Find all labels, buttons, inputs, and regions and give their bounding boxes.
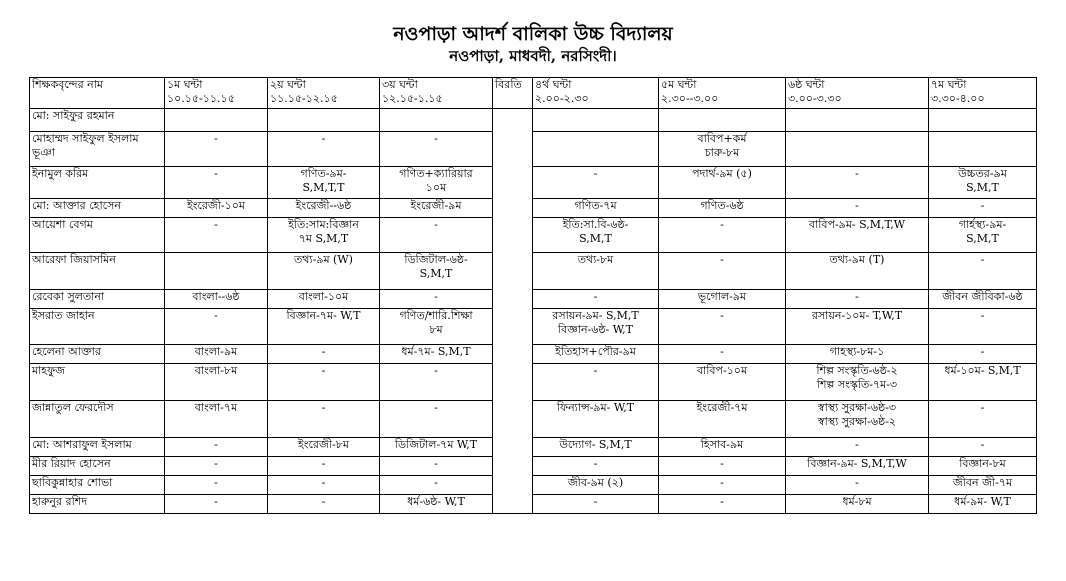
subject-text: - (980, 438, 985, 451)
period-cell (533, 253, 659, 290)
subject-text: - (720, 345, 724, 358)
subject-text: - (593, 290, 598, 303)
table-row (30, 132, 1037, 167)
table-row (30, 167, 1037, 199)
period-cell (268, 290, 380, 309)
period-cell (659, 345, 786, 364)
subject-text: ডিজিটাল-৭ম W,T (394, 438, 478, 451)
period-cell (268, 132, 380, 167)
subject-text: ধর্ম-৯ম- W,T (954, 495, 1011, 508)
period-cell (268, 345, 380, 364)
period-cell (929, 457, 1037, 476)
subject-text: হিসাব-৯ম (700, 438, 744, 451)
subject-text: - (720, 218, 724, 231)
column-header (659, 78, 786, 109)
subject-text: - (980, 401, 985, 414)
period-cell (380, 167, 493, 199)
period-cell (165, 199, 268, 218)
school-name: নওপাড়া আদর্শ বালিকা উচ্চ বিদ্যালয় (393, 23, 673, 45)
column-label: ৫ম ঘন্টা (661, 78, 697, 91)
period-cell (929, 438, 1037, 457)
column-label: শিক্ষকবৃন্দের নাম (32, 78, 104, 91)
period-cell (268, 364, 380, 401)
period-cell (929, 401, 1037, 438)
period-cell (929, 167, 1037, 199)
subject-text: - (855, 438, 859, 451)
column-time: ৩.৩০-৪.০০ (931, 92, 985, 105)
column-time: ১২.১৫-১.১৫ (382, 92, 443, 105)
period-cell (380, 290, 493, 309)
column-header (380, 78, 493, 109)
subject-text: - (980, 345, 985, 358)
subject-text: রসায়ন-৯ম- S,M,T (552, 309, 639, 322)
period-cell (533, 199, 659, 218)
subject-text: - (593, 457, 598, 470)
period-cell (165, 309, 268, 345)
teacher-name: রেবেকা সুলতানা (30, 290, 165, 309)
column-header (929, 78, 1037, 109)
period-cell (268, 167, 380, 199)
subject-text: উদ্যোগ- S,M,T (559, 438, 632, 451)
period-cell (659, 109, 786, 132)
period-cell (533, 218, 659, 253)
subject-text: ইংরেজী--৬ষ্ঠ (295, 199, 352, 212)
subject-text: - (593, 495, 598, 508)
period-cell (786, 167, 929, 199)
period-cell (786, 401, 929, 438)
column-header (30, 78, 165, 109)
period-cell (533, 290, 659, 309)
subject-text: ভূগোল-৯ম (697, 290, 747, 303)
period-cell (929, 290, 1037, 309)
period-cell (786, 132, 929, 167)
subject-text: - (593, 364, 598, 377)
period-cell (533, 167, 659, 199)
subject-text: - (321, 364, 326, 377)
subject-text: পদার্থ-৯ম (৫) (692, 167, 752, 180)
subject-text: - (214, 495, 218, 508)
period-cell (533, 345, 659, 364)
subject-text: S,M,T,T (302, 181, 345, 194)
period-cell (533, 476, 659, 495)
subject-text: S,M,T (419, 267, 453, 280)
column-header (533, 78, 659, 109)
teacher-name: আয়েশা বেগম (30, 218, 165, 253)
subject-text: ইংরেজী-৯ম (410, 199, 462, 212)
subject-text: - (434, 457, 438, 470)
subject-text: বাবিপ-১০ম (696, 364, 748, 377)
subject-text: বাবিপ+কর্ম (697, 132, 747, 145)
period-cell (380, 199, 493, 218)
period-cell (268, 109, 380, 132)
subject-text: বিজ্ঞান-৬ষ্ঠ- W,T (557, 323, 634, 336)
period-cell (659, 438, 786, 457)
subject-text: জীব-৯ম (২) (567, 476, 624, 489)
period-cell (380, 132, 493, 167)
subject-text: S,M,T (966, 181, 999, 194)
subject-text: তথ্য-৯ম (W) (294, 253, 353, 266)
subject-text: - (593, 167, 598, 180)
teacher-name: মো: সাইফুর রহমান (30, 109, 165, 132)
subject-text: ধর্ম-৮ম (842, 495, 872, 508)
period-cell (268, 401, 380, 438)
period-cell (659, 309, 786, 345)
period-cell (380, 495, 493, 514)
period-cell (380, 457, 493, 476)
subject-text: - (321, 132, 326, 145)
period-cell (929, 218, 1037, 253)
subject-text: রসায়ন-১০ম- T,W,T (811, 309, 903, 322)
break-column (493, 109, 533, 514)
subject-text: - (980, 309, 985, 322)
period-cell (659, 495, 786, 514)
period-cell (165, 290, 268, 309)
subject-text: বাংলা-১০ম (298, 290, 349, 303)
period-cell (659, 253, 786, 290)
period-cell (268, 476, 380, 495)
column-label: ৪র্থ ঘন্টা (535, 78, 572, 91)
period-cell (380, 109, 493, 132)
period-cell (929, 132, 1037, 167)
column-label: বিরতি (495, 78, 522, 91)
subject-text: - (434, 364, 438, 377)
subject-text: - (720, 309, 724, 322)
subject-text: জীবন জীবিকা-৬ষ্ঠ (942, 290, 1023, 303)
period-cell (659, 401, 786, 438)
column-time: ৩.০০-৩.৩০ (788, 92, 842, 105)
period-cell (268, 438, 380, 457)
subject-text: তথ্য-৮ম (577, 253, 614, 266)
period-cell (786, 109, 929, 132)
period-cell (165, 218, 268, 253)
subject-text: বিজ্ঞান-৭ম- W,T (286, 309, 361, 322)
subject-text: - (321, 476, 326, 489)
table-row (30, 253, 1037, 290)
period-cell (533, 401, 659, 438)
teacher-name: মোহাম্মদ সাইফুল ইসলাম ভূঞা (30, 132, 165, 167)
subject-text: - (214, 167, 218, 180)
subject-text: গণিত-৯ম- (300, 167, 347, 180)
class-routine-table (29, 77, 1037, 514)
subject-text: ইতি:সা.বি-৬ষ্ঠ- (562, 218, 629, 231)
column-label: ৭ম ঘন্টা (931, 78, 967, 91)
column-header (165, 78, 268, 109)
teacher-name: ইসরাত জাহান (30, 309, 165, 345)
table-row (30, 309, 1037, 345)
subject-text: ইংরেজী-১০ম (186, 199, 246, 212)
table-row (30, 345, 1037, 364)
table-row (30, 495, 1037, 514)
period-cell (533, 109, 659, 132)
period-cell (533, 457, 659, 476)
column-time: ২.৩০--৩.০০ (661, 92, 719, 105)
period-cell (929, 495, 1037, 514)
teacher-name: আরেফা জিয়াসমিন (30, 253, 165, 290)
subject-text: S,M,T (966, 232, 999, 245)
subject-text: ধর্ম-৭ম- S,M,T (401, 345, 471, 358)
column-time: ২.০০-২.৩০ (535, 92, 589, 105)
column-label: ৩য় ঘন্টা (382, 78, 418, 91)
table-row (30, 290, 1037, 309)
subject-text: শিল্প সংস্কৃতি-৬ষ্ঠ-২ (816, 364, 898, 377)
subject-text: গণিত-৬ষ্ঠ (700, 199, 744, 212)
teacher-name: ছাবিকুন্নাহার শোভা (30, 476, 165, 495)
teacher-name: মো: আক্তার হোসেন (30, 199, 165, 218)
period-cell (380, 345, 493, 364)
teacher-name: মাহফুজ (30, 364, 165, 401)
subject-text: ৮ম (429, 323, 443, 336)
period-cell (786, 218, 929, 253)
subject-text: ডিজিটাল-৬ষ্ঠ- (404, 253, 468, 266)
period-cell (165, 167, 268, 199)
period-cell (268, 199, 380, 218)
subject-text: - (321, 345, 326, 358)
subject-text: স্বাস্থ্য সুরক্ষা-৬ষ্ঠ-৩ (817, 401, 897, 414)
subject-text: - (214, 457, 218, 470)
column-time: ১১.১৫-১২.১৫ (270, 92, 338, 105)
school-address: নওপাড়া, মাধবদী, নরসিংদী। (449, 47, 617, 65)
period-cell (268, 218, 380, 253)
period-cell (380, 218, 493, 253)
column-label: ৬ষ্ঠ ঘন্টা (788, 78, 825, 91)
period-cell (786, 457, 929, 476)
period-cell (165, 438, 268, 457)
subject-text: গণিত+ক্যারিয়ার (399, 167, 473, 180)
teacher-name: হারুনুর রশিদ (30, 495, 165, 514)
subject-text: - (214, 132, 218, 145)
period-cell (659, 290, 786, 309)
page-header (0, 22, 1066, 66)
period-cell (659, 457, 786, 476)
subject-text: ৭ম S,M,T (298, 232, 349, 245)
period-cell (929, 476, 1037, 495)
period-cell (165, 495, 268, 514)
column-label: ১ম ঘন্টা (167, 78, 203, 91)
period-cell (165, 132, 268, 167)
period-cell (165, 253, 268, 290)
subject-text: ধর্ম-১০ম- S,M,T (944, 364, 1021, 377)
subject-text: গণিত-৭ম (574, 199, 617, 212)
subject-text: ধর্ম-৬ষ্ঠ- W,T (407, 495, 465, 508)
period-cell (929, 109, 1037, 132)
period-cell (533, 438, 659, 457)
period-cell (380, 364, 493, 401)
subject-text: গার্হস্থ্য-৯ম- (958, 218, 1007, 231)
period-cell (268, 495, 380, 514)
teacher-name: মো: আশরাফুল ইসলাম (30, 438, 165, 457)
column-time: ১০.১৫-১১.১৫ (167, 92, 235, 105)
subject-text: বাংলা-৯ম (194, 345, 238, 358)
subject-text: ইতি:সাম:বিজ্ঞান (288, 218, 359, 231)
subject-text: - (720, 495, 724, 508)
subject-text: - (855, 167, 859, 180)
table-row (30, 364, 1037, 401)
subject-text: বাংলা--৬ষ্ঠ (192, 290, 240, 303)
subject-text: ইংরেজী-৭ম (696, 401, 748, 414)
period-cell (929, 364, 1037, 401)
column-label: ২য় ঘন্টা (270, 78, 306, 91)
table-row (30, 476, 1037, 495)
table-row (30, 199, 1037, 218)
subject-text: S,M,T (579, 232, 612, 245)
table-row (30, 218, 1037, 253)
subject-text: বাংলা-৭ম (194, 401, 238, 414)
subject-text: - (214, 476, 218, 489)
subject-text: - (855, 476, 859, 489)
period-cell (786, 345, 929, 364)
subject-text: বাংলা-৮ম (194, 364, 238, 377)
period-cell (533, 309, 659, 345)
period-cell (268, 309, 380, 345)
subject-text: চারু-৮ম (704, 146, 740, 159)
subject-text: স্বাস্থ্য সুরক্ষা-৬ষ্ঠ-২ (817, 415, 897, 428)
period-cell (786, 364, 929, 401)
period-cell (786, 476, 929, 495)
table-row (30, 109, 1037, 132)
period-cell (165, 457, 268, 476)
period-cell (533, 132, 659, 167)
subject-text: গণিত/শারি.শিক্ষা (399, 309, 473, 322)
subject-text: তথ্য-৯ম (T) (829, 253, 885, 266)
subject-text: ইংরেজী-৮ম (298, 438, 349, 451)
period-cell (929, 199, 1037, 218)
subject-text: - (720, 476, 724, 489)
subject-text: - (214, 218, 218, 231)
period-cell (786, 253, 929, 290)
period-cell (533, 364, 659, 401)
period-cell (659, 218, 786, 253)
subject-text: গাহস্থ্য-৮ম-১ (829, 345, 885, 358)
period-cell (380, 438, 493, 457)
subject-text: - (214, 438, 218, 451)
subject-text: - (434, 401, 438, 414)
subject-text: ফিন্যান্স-৯ম- W,T (556, 401, 635, 414)
subject-text: উচ্চতর-৯ম (958, 167, 1007, 180)
subject-text: - (434, 476, 438, 489)
period-cell (929, 345, 1037, 364)
period-cell (380, 253, 493, 290)
subject-text: - (720, 457, 724, 470)
period-cell (659, 364, 786, 401)
period-cell (929, 309, 1037, 345)
period-cell (268, 457, 380, 476)
period-cell (165, 364, 268, 401)
period-cell (165, 401, 268, 438)
subject-text: শিল্প সংস্কৃতি-৭ম-৩ (816, 378, 898, 391)
period-cell (786, 309, 929, 345)
period-cell (786, 290, 929, 309)
subject-text: বিজ্ঞান-৮ম (959, 457, 1006, 470)
period-cell (165, 345, 268, 364)
period-cell (659, 199, 786, 218)
period-cell (268, 253, 380, 290)
table-row (30, 457, 1037, 476)
subject-text: - (434, 132, 438, 145)
table-header-row (30, 78, 1037, 109)
period-cell (165, 109, 268, 132)
period-cell (659, 167, 786, 199)
teacher-name: ইনামুল করিম (30, 167, 165, 199)
period-cell (659, 476, 786, 495)
teacher-name: মীর রিয়াদ হোসেন (30, 457, 165, 476)
period-cell (929, 253, 1037, 290)
subject-text: জীবন জী-৭ম (952, 476, 1013, 489)
subject-text: - (855, 199, 859, 212)
subject-text: - (434, 218, 438, 231)
teacher-name: হেলেনা আক্তার (30, 345, 165, 364)
period-cell (786, 495, 929, 514)
subject-text: - (214, 309, 218, 322)
table-row (30, 401, 1037, 438)
period-cell (533, 495, 659, 514)
subject-text: - (321, 401, 326, 414)
period-cell (786, 438, 929, 457)
subject-text: - (855, 290, 859, 303)
subject-text: - (434, 290, 438, 303)
period-cell (380, 476, 493, 495)
subject-text: বিজ্ঞান-৯ম- S,M,T,W (807, 457, 907, 470)
subject-text: ১০ম (425, 181, 447, 194)
subject-text: - (321, 457, 326, 470)
teacher-name: জান্নাতুল ফেরদৌস (30, 401, 165, 438)
subject-text: - (321, 495, 326, 508)
subject-text: - (720, 253, 724, 266)
subject-text: - (980, 253, 985, 266)
period-cell (659, 132, 786, 167)
subject-text: ইতিহাস+পৌর-৯ম (555, 345, 636, 358)
column-header (786, 78, 929, 109)
column-header (493, 78, 533, 109)
column-header (268, 78, 380, 109)
period-cell (786, 199, 929, 218)
period-cell (380, 309, 493, 345)
period-cell (165, 476, 268, 495)
subject-text: - (980, 199, 985, 212)
subject-text: বাবিপ-৯ম- S,M,T,W (808, 218, 906, 231)
period-cell (380, 401, 493, 438)
table-row (30, 438, 1037, 457)
